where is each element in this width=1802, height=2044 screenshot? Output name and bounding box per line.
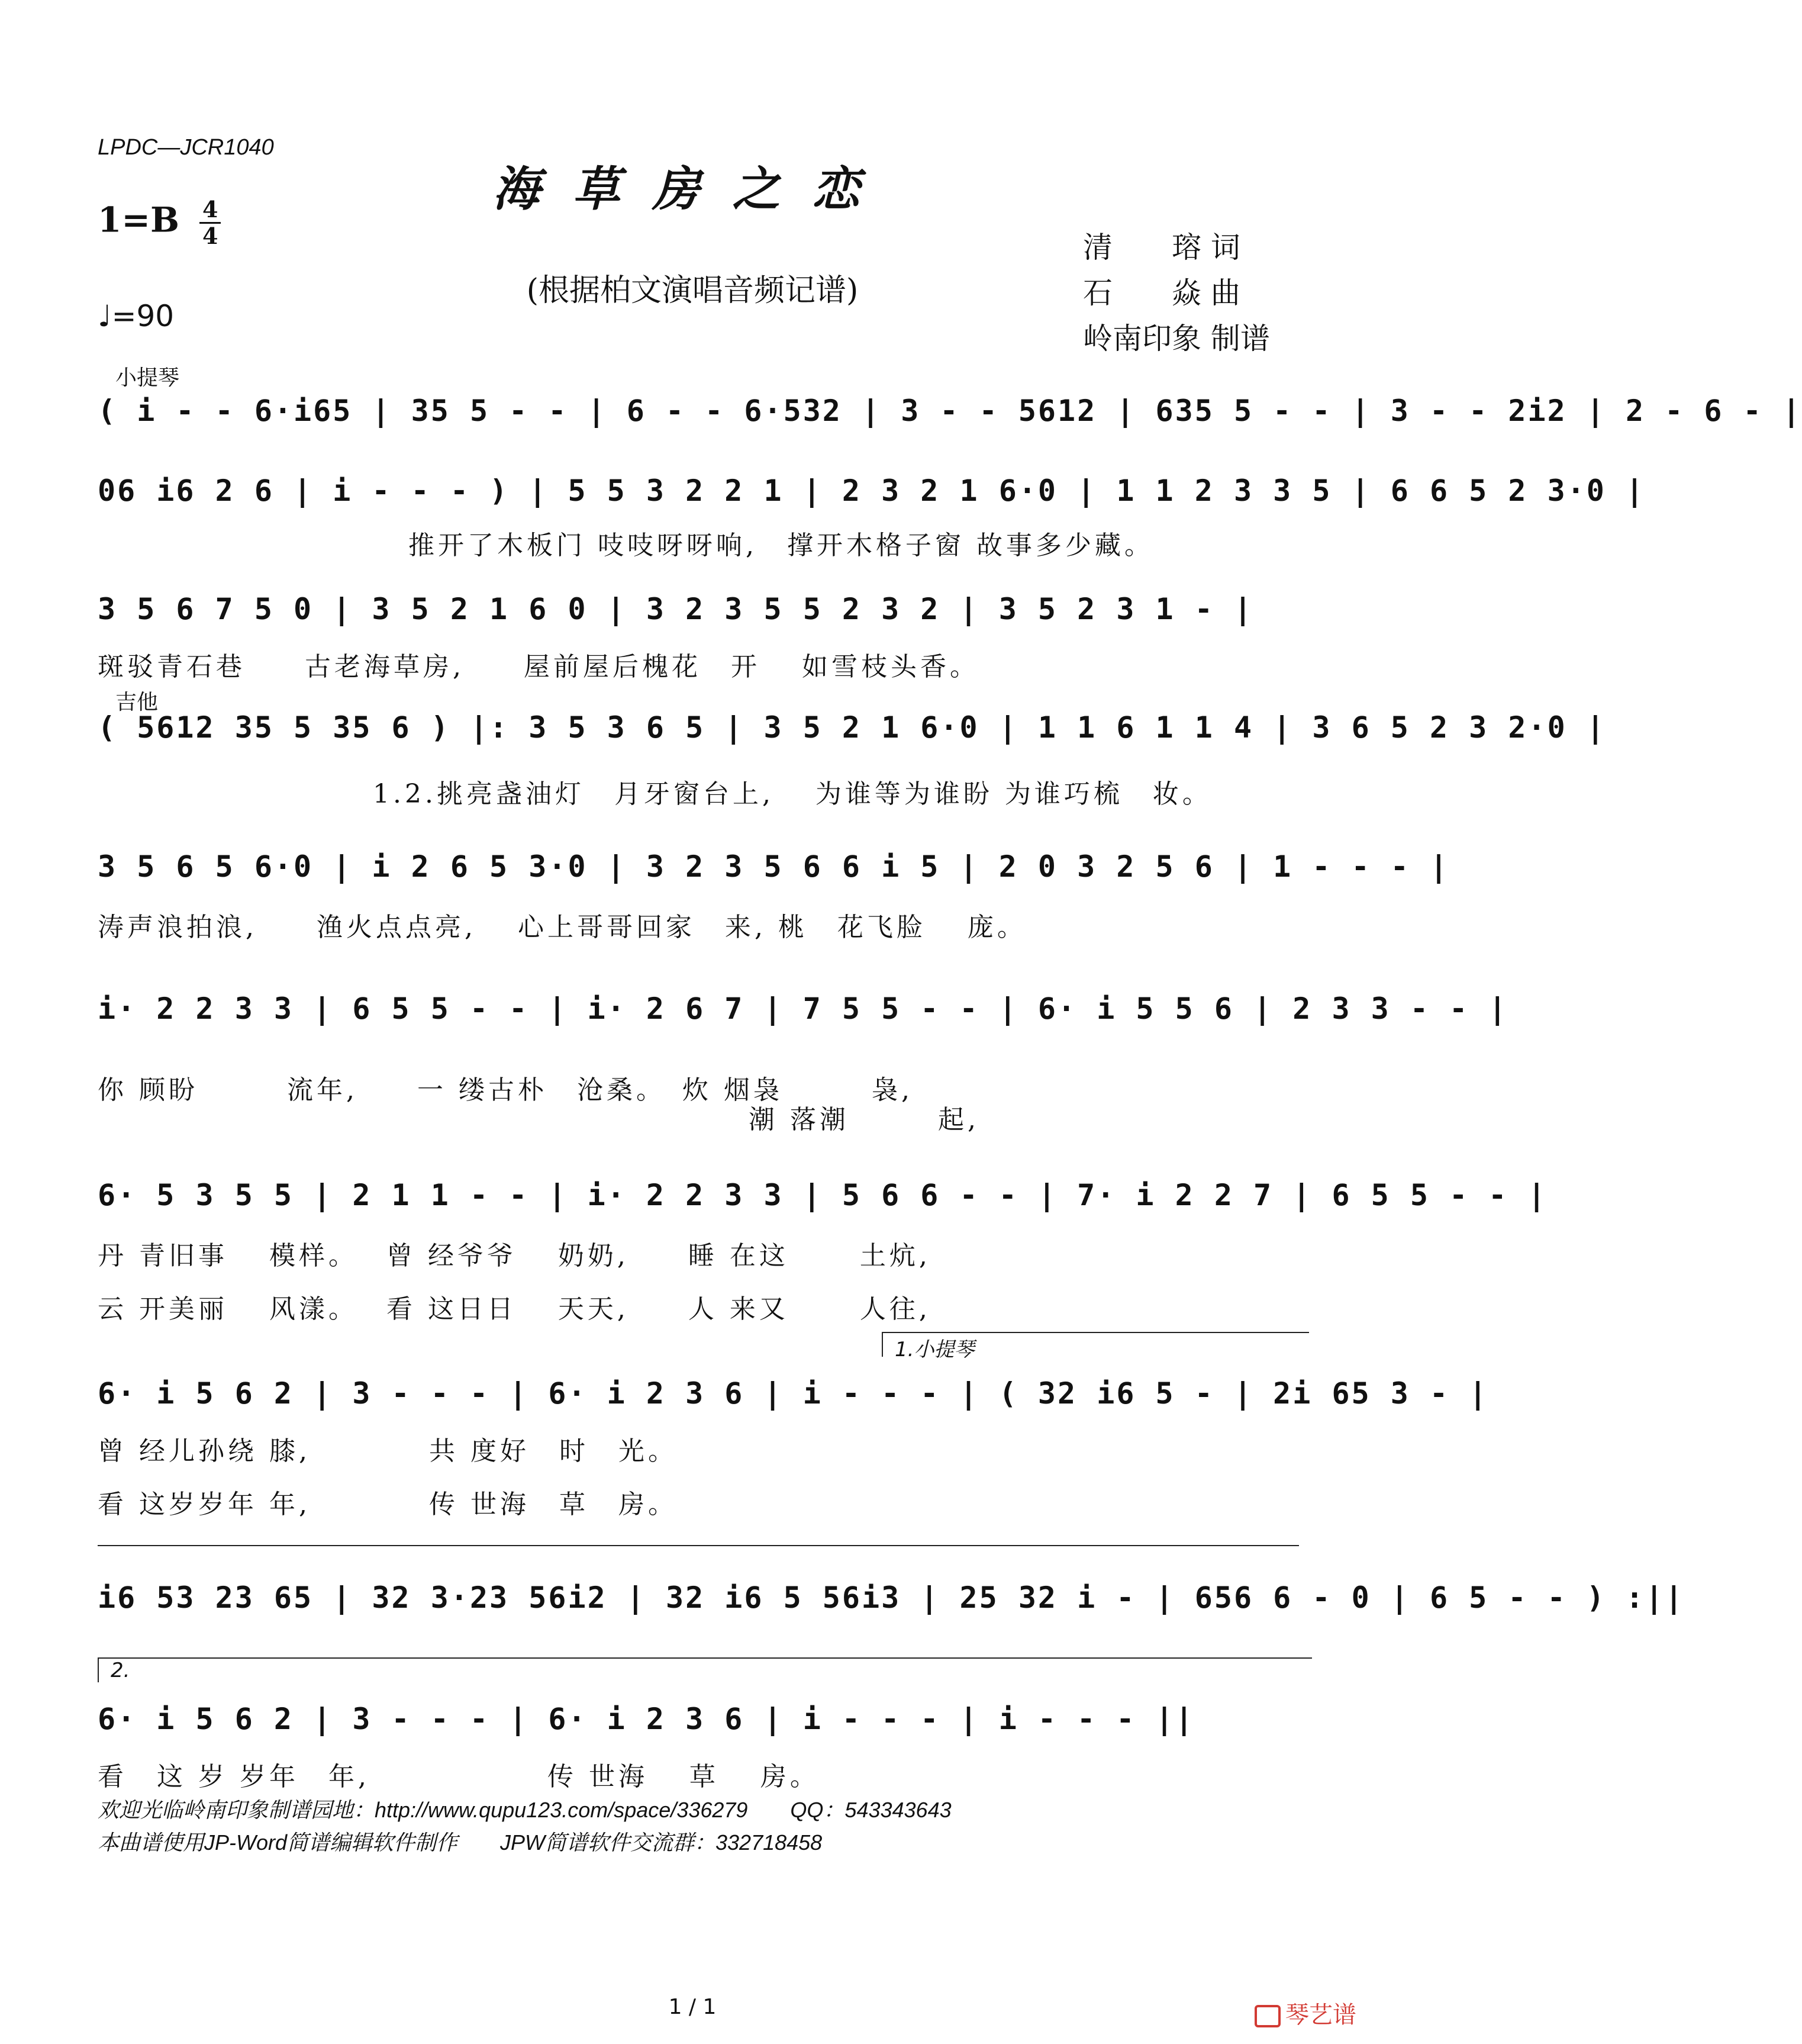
lyric-line: 推开了木板门 吱吱呀呀响, 撑开木格子窗 故事多少藏。 — [408, 530, 1154, 561]
meter-bottom: 4 — [202, 223, 218, 249]
lyric-line: 云 开美丽 风漾。 看 这日日 天天, 人 来又 人往, — [98, 1294, 931, 1324]
lyric-line: 丹 青旧事 模样。 曾 经爷爷 奶奶, 睡 在这 土炕, — [98, 1241, 931, 1271]
logo-text: 琴艺谱 — [1285, 2001, 1356, 2029]
volta-1-bracket — [98, 1545, 1299, 1546]
lyric-line: 潮 落潮 起, — [98, 1105, 979, 1135]
lyric-line: 曾 经儿孙绕 膝, 共 度好 时 光。 — [98, 1436, 678, 1466]
lyric-line: 你 顾盼 流年, 一 缕古朴 沧桑。 炊 烟袅 袅, — [98, 1075, 913, 1105]
score-system-10: 6· i 5 6 2 | 3 - - - | 6· i 2 3 6 | i - - - | i - - - || — [98, 1702, 1195, 1736]
score-system-8: 6· i 5 6 2 | 3 - - - | 6· i 2 3 6 | i - - - | ( 32 i6 5 - | 2i 65 3 - | — [98, 1376, 1489, 1411]
score-system-5: 3 5 6 5 6·0 | i 2 6 5 3·0 | 3 2 3 5 6 6 i 5 | 2 0 3 2 5 6 | 1 - - - | — [98, 849, 1450, 884]
instrument-label-guitar: 吉他 — [115, 690, 159, 714]
score-system-6: i· 2 2 3 3 | 6 5 5 - - | i· 2 6 7 | 7 5 5 - - | 6· i 5 5 6 | 2 3 3 - - | — [98, 992, 1508, 1026]
site-logo — [1255, 1996, 1356, 2030]
score-system-7: 6· 5 3 5 5 | 2 1 1 - - | i· 2 2 3 3 | 5 6 6 - - | 7· i 2 2 7 | 6 5 5 - - | — [98, 1178, 1548, 1212]
meter-top: 4 — [202, 196, 218, 223]
time-signature — [199, 198, 221, 247]
key-signature — [98, 198, 221, 247]
subtitle: (根据柏文演唱音频记谱) — [526, 273, 859, 308]
score-system-4: ( 5612 35 5 35 6 ) |: 3 5 3 6 5 | 3 5 2 1 6·0 | 1 1 6 1 1 4 | 3 6 5 2 3 2·0 | — [98, 710, 1606, 745]
score-system-3: 3 5 6 7 5 0 | 3 5 2 1 6 0 | 3 2 3 5 5 2 3 2 | 3 5 2 3 1 - | — [98, 592, 1254, 626]
page-title: 海草房之恋 — [492, 161, 892, 217]
volta-1-label: 1.小提琴 — [895, 1338, 975, 1361]
lyric-line: 涛声浪拍浪, 渔火点点亮, 心上哥哥回家 来, 桃 花飞脸 庞。 — [98, 912, 1027, 942]
volta-2 — [98, 1657, 1312, 1682]
score-system-2: 06 i6 2 6 | i - - - ) | 5 5 3 2 2 1 | 2 3 2 1 6·0 | 1 1 2 3 3 5 | 6 6 5 2 3·0 | — [98, 474, 1646, 508]
logo-icon — [1255, 2005, 1281, 2027]
footer-software: 本曲谱使用JP-Word简谱编辑软件制作 JPW简谱软件交流群：332718458 — [98, 1830, 823, 1855]
score-code: LPDC—JCR1040 — [98, 135, 274, 160]
lyric-line: 看 这岁岁年 年, 传 世海 草 房。 — [98, 1489, 678, 1520]
volta-2-label: 2. — [111, 1659, 130, 1682]
composer-credit: 石 焱 曲 — [1083, 276, 1240, 310]
transcriber-credit: 岭南印象 制谱 — [1083, 321, 1270, 356]
page-number: 1 / 1 — [668, 1995, 717, 2019]
lyric-line: 斑驳青石巷 古老海草房, 屋前屋后槐花 开 如雪枝头香。 — [98, 652, 979, 682]
lyric-line: 1.2.挑亮盏油灯 月牙窗台上, 为谁等为谁盼 为谁巧梳 妆。 — [373, 779, 1212, 809]
lyric-line: 看 这 岁 岁年 年, 传 世海 草 房。 — [98, 1762, 820, 1792]
score-system-9: i6 53 23 65 | 32 3·23 56i2 | 32 i6 5 56i3 | 25 32 i - | 656 6 - 0 | 6 5 - - ) :|| — [98, 1581, 1685, 1615]
volta-1 — [882, 1332, 1309, 1361]
tempo-marking: ♩=90 — [98, 299, 175, 333]
score-system-1: ( i - - 6·i65 | 35 5 - - | 6 - - 6·532 | 3 - - 5612 | 635 5 - - | 3 - - 2i2 | 2 - 6 - | — [98, 394, 1802, 428]
instrument-label-violin: 小提琴 — [115, 366, 180, 390]
key-label: 1=B — [98, 199, 179, 240]
footer-website: 欢迎光临岭南印象制谱园地：http://www.qupu123.com/space/336279 QQ：543343643 — [98, 1798, 952, 1822]
lyricist-credit: 清 瑢 词 — [1083, 230, 1240, 265]
